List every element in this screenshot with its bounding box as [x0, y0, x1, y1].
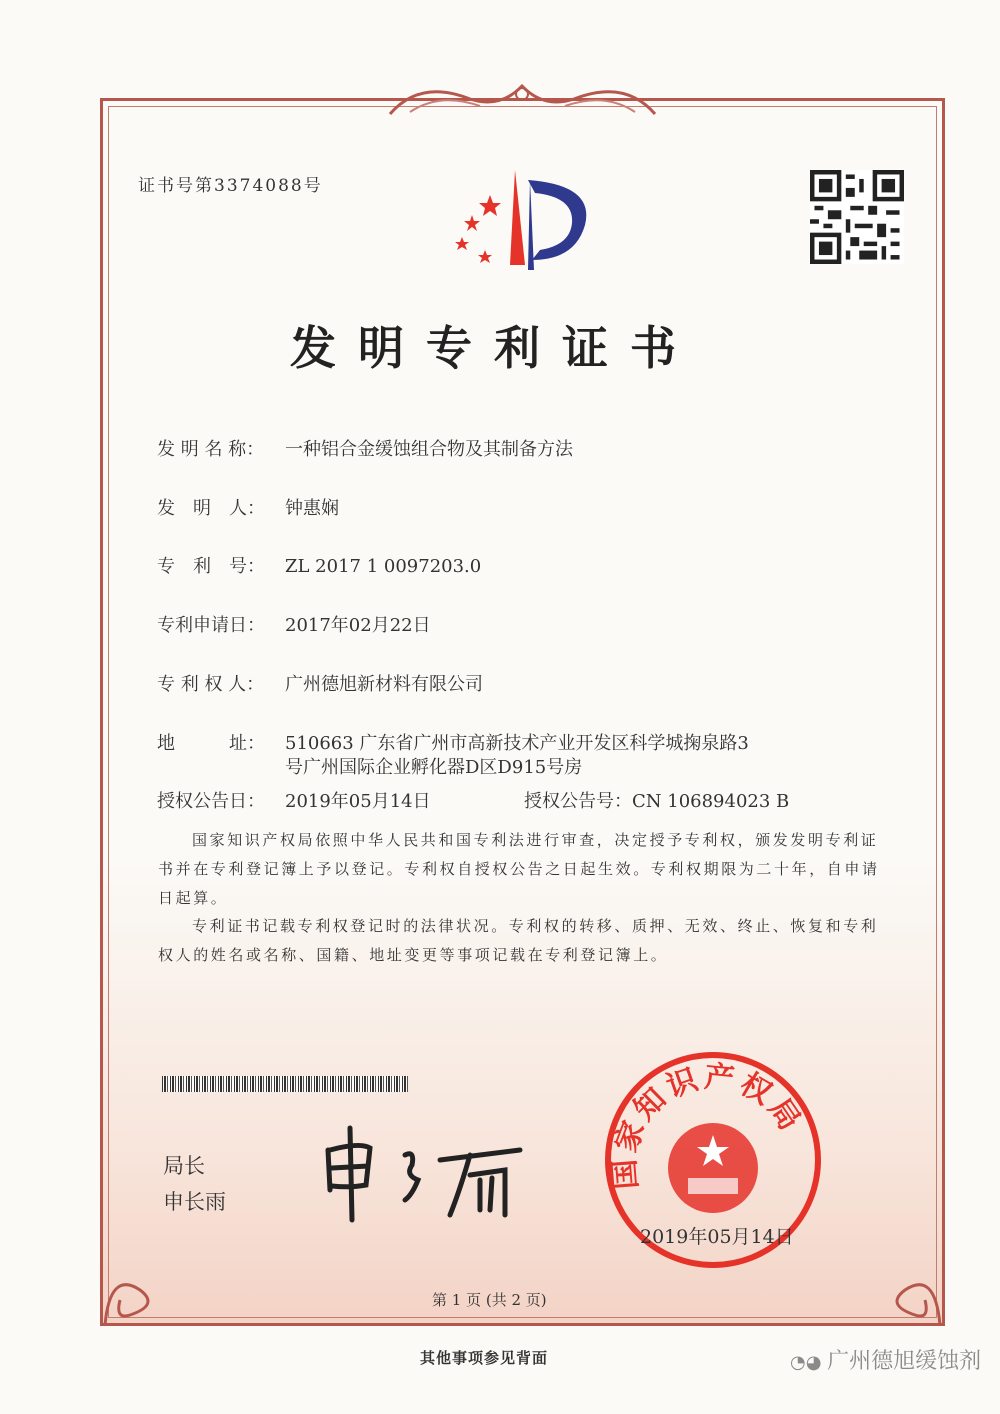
- field-address: [157, 729, 749, 755]
- signature: [320, 1120, 530, 1230]
- field-patent-number: [157, 552, 481, 578]
- field-label: 专利申请日：: [157, 615, 265, 636]
- field-value: ZL 2017 1 0097203.0: [285, 556, 482, 577]
- field-label: 专 利 号：: [157, 556, 265, 577]
- field-value: 一种铝合金缓蚀组合物及其制备方法: [285, 439, 573, 460]
- watermark-text: 广州德旭缓蚀剂: [827, 1349, 982, 1374]
- director-name: 申长雨: [163, 1190, 226, 1214]
- field-address-line2: 号广州国际企业孵化器D区D915号房: [285, 757, 583, 778]
- field-value: 钟惠娴: [285, 498, 339, 519]
- field-patentee: [157, 670, 483, 696]
- wechat-icon: ◔◕: [790, 1352, 828, 1373]
- field-value: 广州德旭新材料有限公司: [285, 674, 483, 695]
- qr-code: [810, 170, 904, 264]
- corner-ornament-left: [100, 1250, 180, 1330]
- field-value: 510663 广东省广州市高新技术产业开发区科学城掬泉路3: [285, 733, 749, 754]
- patent-office-logo: [450, 165, 600, 280]
- corner-ornament-right: [865, 1250, 945, 1330]
- footer-note: 其他事项参见背面: [420, 1349, 549, 1367]
- field-label: 授权公告日：: [157, 791, 265, 812]
- certificate-title: 发明专利证书: [290, 321, 698, 375]
- seal-date: 2019年05月14日: [640, 1226, 794, 1248]
- seal-text: 国家知识产权局: [607, 1059, 810, 1191]
- field-label: 发 明 人：: [157, 498, 265, 519]
- field-label: 专 利 权 人：: [157, 674, 265, 695]
- page-info: 第 1 页 (共 2 页): [432, 1291, 547, 1309]
- barcode: [162, 1076, 408, 1092]
- certificate-number: 证书号第3374088号: [138, 176, 323, 196]
- watermark: [790, 1344, 981, 1375]
- paragraph-grant: 国家知识产权局依照中华人民共和国专利法进行审查，决定授予专利权，颁发发明专利证书并在专利登记簿上予以登记。专利权自授权公告之日起生效。专利权期限为二十年，自申请日起算。: [158, 831, 880, 907]
- field-grant-date: [157, 787, 431, 813]
- field-value: CN 106894023 B: [632, 791, 790, 812]
- field-label: 发 明 名 称：: [157, 439, 265, 460]
- top-ornament: [380, 74, 665, 124]
- field-value: 2017年02月22日: [285, 615, 431, 636]
- field-value: 2019年05月14日: [285, 791, 431, 812]
- field-label: 地 址：: [157, 733, 265, 754]
- field-inventor: [157, 494, 339, 520]
- director-title: 局长: [163, 1154, 205, 1178]
- field-grant-number: [524, 787, 789, 813]
- paragraph-legal-status: 专利证书记载专利权登记时的法律状况。专利权的转移、质押、无效、终止、恢复和专利权人的姓名或名称、国籍、地址变更等事项记载在专利登记簿上。: [158, 917, 879, 964]
- field-application-date: [157, 611, 431, 637]
- field-label: 授权公告号：: [524, 791, 632, 812]
- field-invention-name: [157, 435, 573, 461]
